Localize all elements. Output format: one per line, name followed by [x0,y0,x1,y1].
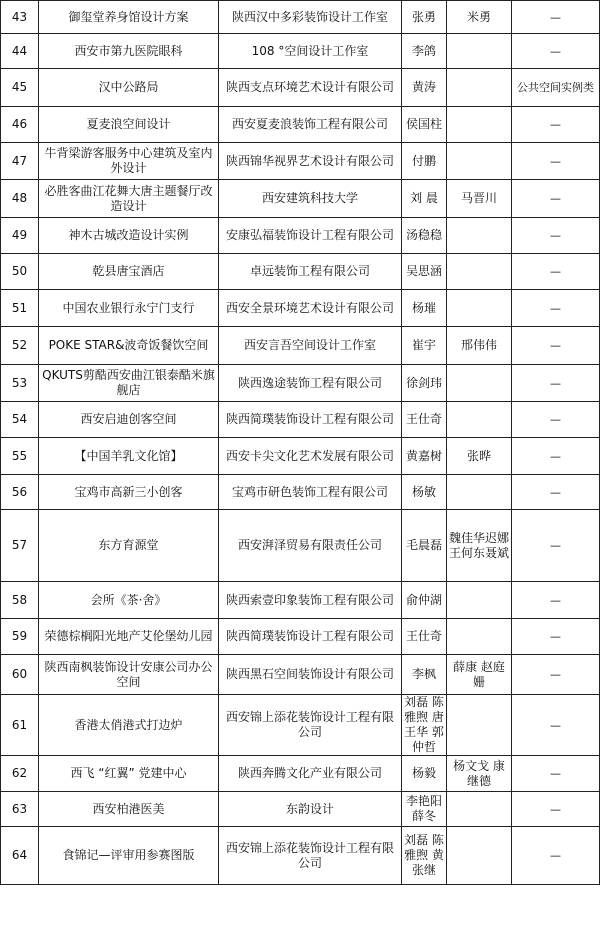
cell-designer: 付鹏 [402,143,447,180]
table-row [1,402,600,438]
cell-company: 陕西奔腾文化产业有限公司 [219,756,402,792]
cell-project: 御玺堂养身馆设计方案 [39,1,219,34]
cell-project: 中国农业银行永宁门支行 [39,290,219,327]
table-row [1,655,600,695]
cell-no: 54 [1,402,39,438]
table-row [1,756,600,792]
cell-collaborator [447,792,512,827]
cell-no: 53 [1,365,39,402]
cell-company: 陕西索壹印象装饰工程有限公司 [219,582,402,619]
cell-company: 陕西黑石空间装饰设计有限公司 [219,655,402,695]
cell-project: 宝鸡市高新三小创客 [39,475,219,510]
cell-project: 西安市第九医院眼科 [39,34,219,69]
cell-collaborator: 马晋川 [447,180,512,218]
cell-designer: 侯国柱 [402,107,447,143]
cell-note: — [512,827,600,885]
cell-designer: 王仕奇 [402,402,447,438]
table-row [1,34,600,69]
cell-company: 宝鸡市研色装饰工程有限公司 [219,475,402,510]
cell-collaborator [447,143,512,180]
cell-note: — [512,180,600,218]
cell-collaborator [447,402,512,438]
cell-project: QKUTS剪酷西安曲江银泰酷米旗舰店 [39,365,219,402]
cell-collaborator [447,475,512,510]
cell-collaborator [447,69,512,107]
cell-note: — [512,510,600,582]
cell-collaborator: 薛康 赵庭姗 [447,655,512,695]
table-body [1,1,600,885]
cell-collaborator: 杨文戈 康继德 [447,756,512,792]
cell-company: 西安卡尖文化艺术发展有限公司 [219,438,402,475]
cell-company: 安康弘福装饰设计工程有限公司 [219,218,402,254]
cell-designer: 黄涛 [402,69,447,107]
cell-collaborator [447,365,512,402]
cell-note: 公共空间实例类 [512,69,600,107]
cell-designer: 徐剑玮 [402,365,447,402]
cell-no: 61 [1,695,39,756]
cell-collaborator [447,695,512,756]
cell-note: — [512,34,600,69]
cell-company: 东韵设计 [219,792,402,827]
table-row [1,792,600,827]
cell-project: 西飞 “红翼” 党建中心 [39,756,219,792]
cell-no: 58 [1,582,39,619]
cell-designer: 杨敏 [402,475,447,510]
cell-company: 卓远装饰工程有限公司 [219,254,402,290]
cell-collaborator [447,254,512,290]
cell-company: 西安锦上添花装饰设计工程有限公司 [219,695,402,756]
cell-project: 陕西南枫装饰设计安康公司办公空间 [39,655,219,695]
table-row [1,218,600,254]
cell-collaborator: 邢伟伟 [447,327,512,365]
cell-company: 西安言吾空间设计工作室 [219,327,402,365]
cell-designer: 李艳阳 薛冬 [402,792,447,827]
cell-collaborator [447,290,512,327]
cell-note: — [512,365,600,402]
table-row [1,827,600,885]
cell-no: 43 [1,1,39,34]
cell-project: 牛背梁游客服务中心建筑及室内外设计 [39,143,219,180]
cell-company: 西安全景环境艺术设计有限公司 [219,290,402,327]
cell-note: — [512,327,600,365]
cell-project: 香港太俏港式打边炉 [39,695,219,756]
cell-designer: 张勇 [402,1,447,34]
cell-note: — [512,254,600,290]
cell-collaborator [447,34,512,69]
cell-collaborator [447,107,512,143]
cell-designer: 王仕奇 [402,619,447,655]
cell-note: — [512,107,600,143]
cell-no: 63 [1,792,39,827]
cell-designer: 刘磊 陈雅煦 唐王华 郭仲哲 [402,695,447,756]
cell-designer: 吴思涵 [402,254,447,290]
cell-no: 47 [1,143,39,180]
cell-no: 55 [1,438,39,475]
table-row [1,327,600,365]
cell-designer: 李枫 [402,655,447,695]
cell-designer: 李鸽 [402,34,447,69]
cell-note: — [512,655,600,695]
cell-no: 50 [1,254,39,290]
cell-collaborator [447,582,512,619]
cell-no: 56 [1,475,39,510]
cell-project: 荣德棕榈阳光地产艾伦堡幼儿园 [39,619,219,655]
cell-note: — [512,756,600,792]
cell-collaborator: 魏佳华迟娜 王何东聂斌 [447,510,512,582]
cell-note: — [512,695,600,756]
cell-company: 西安建筑科技大学 [219,180,402,218]
cell-no: 48 [1,180,39,218]
cell-company: 西安湃泽贸易有限责任公司 [219,510,402,582]
cell-project: 西安柏港医美 [39,792,219,827]
cell-no: 57 [1,510,39,582]
cell-note: — [512,143,600,180]
table-row [1,695,600,756]
cell-collaborator: 米勇 [447,1,512,34]
cell-project: 【中国羊乳文化馆】 [39,438,219,475]
table-row [1,107,600,143]
cell-collaborator [447,827,512,885]
cell-no: 62 [1,756,39,792]
cell-company: 陕西汉中多彩装饰设计工作室 [219,1,402,34]
cell-designer: 杨璀 [402,290,447,327]
table-row [1,143,600,180]
cell-project: 必胜客曲江花舞大唐主题餐厅改造设计 [39,180,219,218]
cell-project: 东方育源堂 [39,510,219,582]
cell-company: 陕西锦华视界艺术设计有限公司 [219,143,402,180]
cell-no: 51 [1,290,39,327]
cell-project: 乾县唐宝酒店 [39,254,219,290]
cell-no: 49 [1,218,39,254]
cell-note: — [512,619,600,655]
cell-no: 46 [1,107,39,143]
cell-no: 45 [1,69,39,107]
cell-project: POKE STAR&波奇饭餐饮空间 [39,327,219,365]
cell-designer: 俞仲湖 [402,582,447,619]
table-row [1,510,600,582]
cell-project: 会所《茶·舍》 [39,582,219,619]
cell-project: 夏麦浪空间设计 [39,107,219,143]
cell-note: — [512,1,600,34]
cell-company: 陕西简璞装饰设计工程有限公司 [219,402,402,438]
cell-note: — [512,290,600,327]
cell-collaborator [447,619,512,655]
table-row [1,69,600,107]
cell-project: 西安启迪创客空间 [39,402,219,438]
cell-no: 44 [1,34,39,69]
cell-designer: 崔宇 [402,327,447,365]
table-row [1,582,600,619]
cell-collaborator [447,218,512,254]
cell-note: — [512,475,600,510]
cell-no: 60 [1,655,39,695]
cell-collaborator: 张晔 [447,438,512,475]
table-row [1,290,600,327]
cell-designer: 刘磊 陈雅煦 黄张继 [402,827,447,885]
cell-company: 陕西支点环境艺术设计有限公司 [219,69,402,107]
cell-note: — [512,402,600,438]
cell-designer: 黄嘉树 [402,438,447,475]
cell-project: 食锦记—评审用参赛图版 [39,827,219,885]
cell-project: 神木古城改造设计实例 [39,218,219,254]
table-row [1,180,600,218]
cell-company: 西安锦上添花装饰设计工程有限公司 [219,827,402,885]
cell-company: 陕西逸途装饰工程有限公司 [219,365,402,402]
cell-note: — [512,792,600,827]
cell-designer: 刘 晨 [402,180,447,218]
table-row [1,438,600,475]
cell-no: 59 [1,619,39,655]
cell-company: 陕西简璞装饰设计工程有限公司 [219,619,402,655]
table-row [1,619,600,655]
cell-designer: 毛晨磊 [402,510,447,582]
cell-designer: 汤稳稳 [402,218,447,254]
cell-designer: 杨毅 [402,756,447,792]
cell-project: 汉中公路局 [39,69,219,107]
cell-note: — [512,582,600,619]
table-row [1,475,600,510]
cell-company: 108 °空间设计工作室 [219,34,402,69]
table-row [1,365,600,402]
cell-no: 64 [1,827,39,885]
cell-note: — [512,218,600,254]
cell-company: 西安夏麦浪装饰工程有限公司 [219,107,402,143]
table-row [1,254,600,290]
cell-note: — [512,438,600,475]
table-row [1,1,600,34]
cell-no: 52 [1,327,39,365]
